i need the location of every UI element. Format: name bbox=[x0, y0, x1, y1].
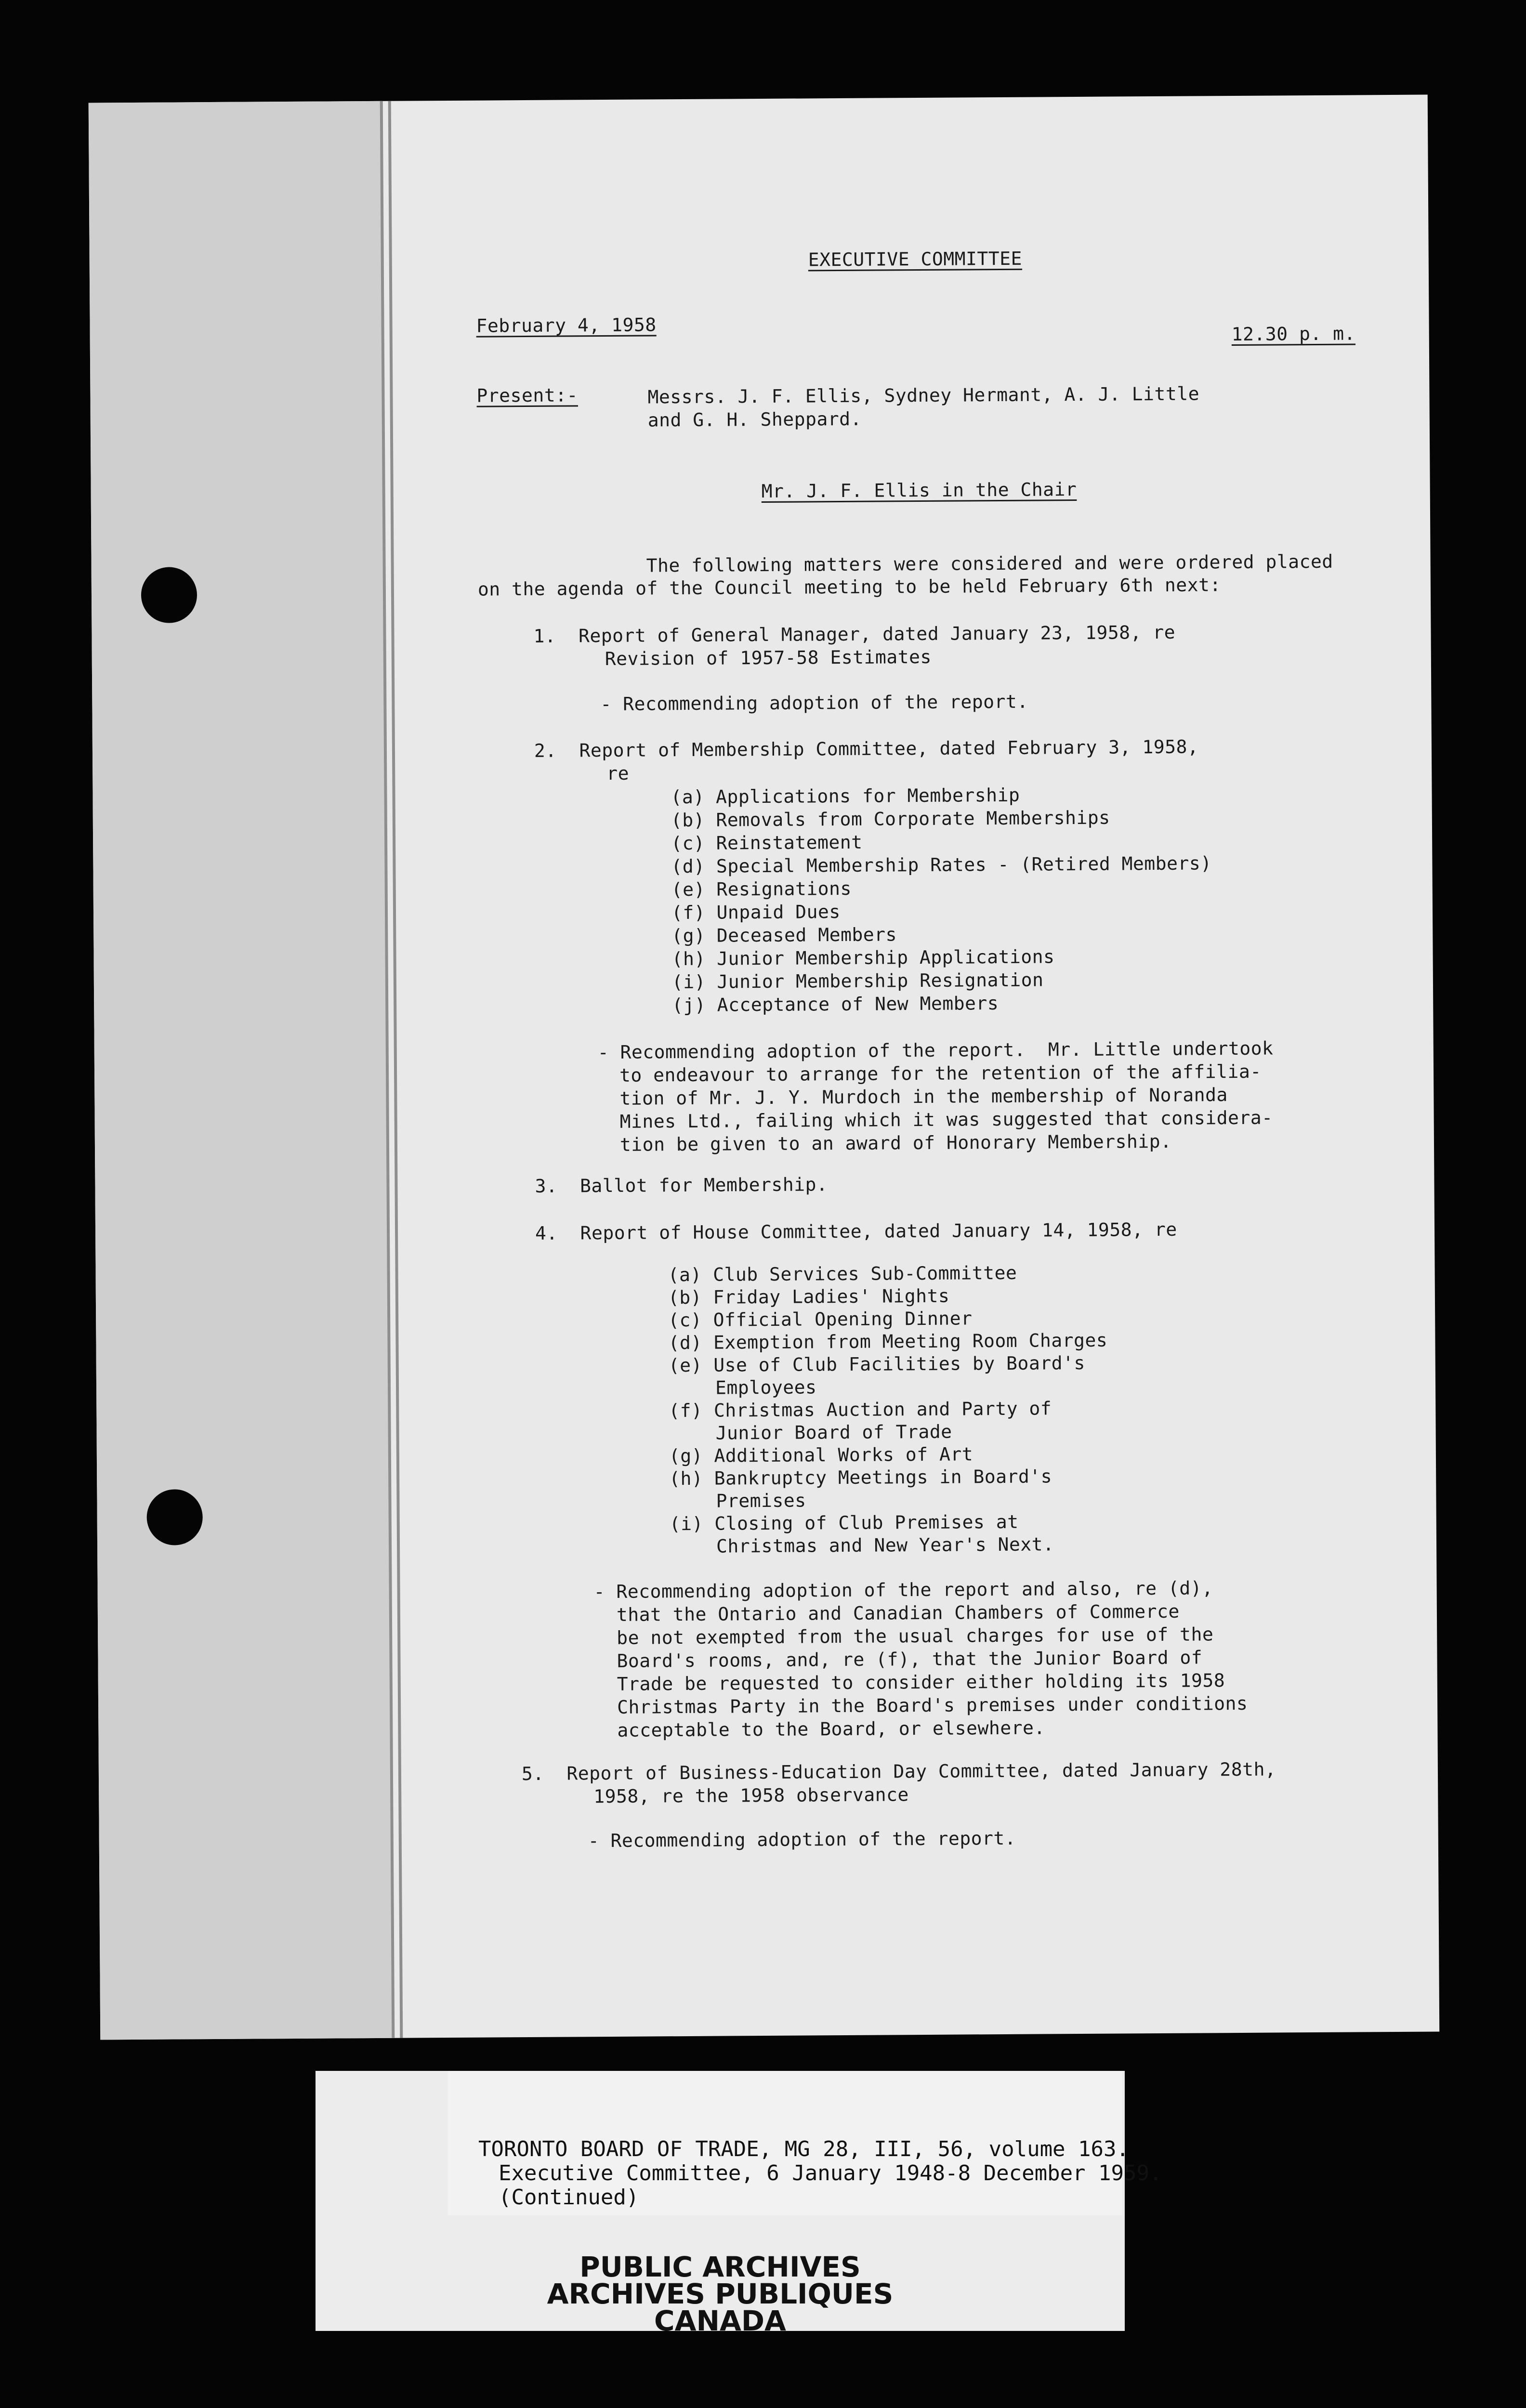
recommendation-line: tion be given to an award of Honorary Membership. bbox=[619, 1130, 1172, 1155]
chair-line: Mr. J. F. Ellis in the Chair bbox=[761, 479, 1077, 502]
document-heading: EXECUTIVE COMMITTEE bbox=[808, 248, 1023, 271]
agenda-item-5-recommendation: - Recommending adoption of the report. bbox=[588, 1827, 1016, 1852]
agenda-item-2: 2. Report of Membership Committee, dated February 3, 1958, bbox=[534, 736, 1199, 761]
archive-stamp-line: ARCHIVES PUBLIQUES bbox=[547, 2277, 894, 2310]
sub-item: (i) Junior Membership Resignation bbox=[671, 969, 1044, 993]
meeting-date: February 4, 1958 bbox=[476, 314, 657, 337]
sub-item-continuation: Premises bbox=[716, 1490, 806, 1512]
sub-item: (f) Christmas Auction and Party of bbox=[669, 1398, 1052, 1422]
intro-line: on the agenda of the Council meeting to be held February 6th next: bbox=[477, 574, 1221, 600]
recommendation-line: Christmas Party in the Board's premises under conditions bbox=[617, 1692, 1248, 1718]
present-line: Messrs. J. F. Ellis, Sydney Hermant, A. J. Little bbox=[647, 383, 1200, 408]
recommendation-line: Trade be requested to consider either holding its 1958 bbox=[617, 1670, 1225, 1695]
archive-stamp-line: CANADA bbox=[654, 2304, 786, 2337]
archive-label bbox=[316, 2071, 1162, 2337]
archive-reference-line: Executive Committee, 6 January 1948-8 December 1959. bbox=[499, 2161, 1162, 2186]
agenda-item-1-recommendation: - Recommending adoption of the report. bbox=[600, 691, 1028, 715]
sub-item: (a) Applications for Membership bbox=[671, 784, 1020, 808]
sub-item: (f) Unpaid Dues bbox=[671, 901, 841, 924]
sub-item: (b) Friday Ladies' Nights bbox=[668, 1285, 950, 1309]
sub-item: (c) Reinstatement bbox=[671, 831, 863, 854]
sub-item-continuation: Employees bbox=[715, 1376, 817, 1399]
recommendation-line: tion of Mr. J. Y. Murdoch in the membership of Noranda bbox=[619, 1084, 1228, 1109]
punch-hole-top bbox=[141, 567, 197, 623]
recommendation-line: to endeavour to arrange for the retention of the affilia- bbox=[619, 1060, 1262, 1086]
present-line: and G. H. Sheppard. bbox=[647, 408, 862, 431]
sub-item: (e) Resignations bbox=[671, 877, 852, 901]
sub-item-continuation: Junior Board of Trade bbox=[715, 1421, 952, 1444]
agenda-item-3: 3. Ballot for Membership. bbox=[535, 1174, 828, 1197]
sub-item: (h) Bankruptcy Meetings in Board's bbox=[669, 1466, 1052, 1490]
punch-hole-bottom bbox=[146, 1489, 203, 1545]
sub-item: (e) Use of Club Facilities by Board's bbox=[668, 1352, 1085, 1376]
document-page bbox=[89, 95, 1440, 2040]
agenda-item-1-line: Revision of 1957-58 Estimates bbox=[605, 646, 932, 670]
sub-item-continuation: Christmas and New Year's Next. bbox=[716, 1533, 1054, 1557]
sub-item: (a) Club Services Sub-Committee bbox=[668, 1262, 1017, 1286]
agenda-item-4: 4. Report of House Committee, dated January 14, 1958, re bbox=[535, 1218, 1177, 1244]
archive-reference-line: (Continued) bbox=[499, 2185, 639, 2210]
sub-item: (d) Exemption from Meeting Room Charges bbox=[668, 1329, 1108, 1354]
agenda-item-2-recommendation: - Recommending adoption of the report. Mr. Little undertook bbox=[597, 1037, 1274, 1063]
archive-stamp-line: PUBLIC ARCHIVES bbox=[579, 2251, 861, 2283]
recommendation-line: Board's rooms, and, re (f), that the Junior Board of bbox=[617, 1647, 1203, 1672]
sub-item: (g) Additional Works of Art bbox=[669, 1443, 973, 1467]
present-label: Present:- bbox=[476, 384, 579, 406]
agenda-item-1: 1. Report of General Manager, dated January 23, 1958, re bbox=[533, 621, 1176, 647]
sub-item: (c) Official Opening Dinner bbox=[668, 1308, 973, 1331]
sub-item: (b) Removals from Corporate Memberships bbox=[671, 807, 1110, 831]
meeting-time: 12.30 p. m. bbox=[1231, 323, 1356, 345]
agenda-item-5: 5. Report of Business-Education Day Committee, dated January 28th, bbox=[521, 1758, 1276, 1785]
page-margin-strip bbox=[89, 101, 395, 2040]
agenda-item-4-recommendation: - Recommending adoption of the report and also, re (d), bbox=[593, 1577, 1213, 1603]
recommendation-line: acceptable to the Board, or elsewhere. bbox=[617, 1717, 1045, 1741]
sub-item: (g) Deceased Members bbox=[671, 924, 897, 947]
sub-item: (d) Special Membership Rates - (Retired Members) bbox=[671, 852, 1212, 877]
archive-reference-line: TORONTO BOARD OF TRADE, MG 28, III, 56, volume 163. bbox=[478, 2137, 1130, 2161]
intro-line: The following matters were considered and were ordered placed bbox=[646, 550, 1333, 576]
recommendation-line: be not exempted from the usual charges for use of the bbox=[617, 1623, 1214, 1649]
sub-item: (j) Acceptance of New Members bbox=[672, 993, 999, 1016]
recommendation-line: that the Ontario and Canadian Chambers of Commerce bbox=[616, 1600, 1180, 1625]
recommendation-line: Mines Ltd., failing which it was suggested that considera- bbox=[619, 1107, 1273, 1132]
sub-item: (h) Junior Membership Applications bbox=[671, 946, 1055, 970]
agenda-item-2-line: re bbox=[606, 762, 630, 784]
agenda-item-5-line: 1958, re the 1958 observance bbox=[593, 1784, 909, 1807]
sub-item: (i) Closing of Club Premises at bbox=[669, 1511, 1019, 1535]
